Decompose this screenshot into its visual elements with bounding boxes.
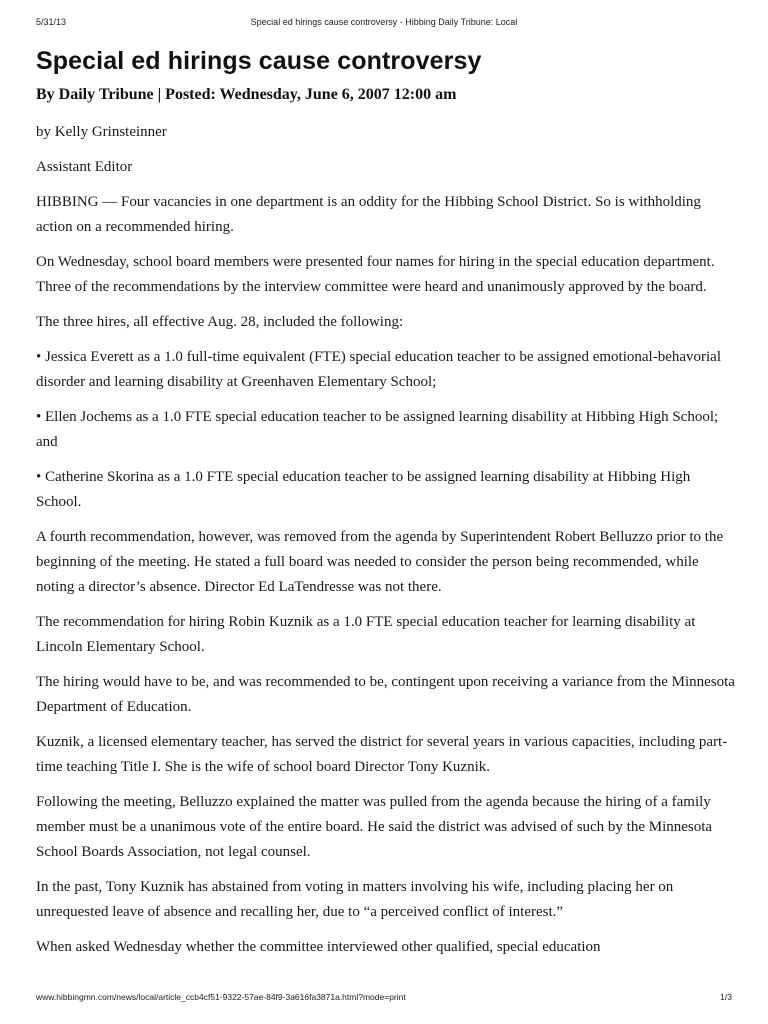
print-footer: [36, 992, 732, 1004]
article-paragraph: by Kelly Grinsteinner: [36, 124, 167, 140]
article-paragraph: Assistant Editor: [36, 159, 133, 175]
article-byline: By Daily Tribune | Posted: Wednesday, June 6, 2007 12:00 am: [36, 86, 457, 103]
article-paragraph: A fourth recommendation, however, was removed from the agenda by Superintendent Robert Belluzzo prior to the beginning of the meeting. He stated a full board was needed to consider the person being recommended, while noting a director’s absence. Director Ed LaTendresse was not there.: [36, 529, 724, 595]
article-paragraph: The three hires, all effective Aug. 28, included the following:: [36, 314, 404, 330]
article-paragraph: • Ellen Jochems as a 1.0 FTE special education teacher to be assigned learning disability at Hibbing High School; and: [36, 409, 719, 450]
print-date: 5/31/13: [36, 17, 67, 27]
page-number: 1/3: [720, 992, 732, 1002]
article-paragraph: When asked Wednesday whether the committee interviewed other qualified, special education: [36, 939, 601, 955]
article-paragraph: Kuznik, a licensed elementary teacher, has served the district for several years in various capacities, including part-time teaching Title I. She is the wife of school board Director Tony Kuznik.: [36, 734, 728, 775]
article-paragraph: The hiring would have to be, and was recommended to be, contingent upon receiving a variance from the Minnesota Department of Education.: [36, 674, 735, 715]
print-header: [36, 17, 732, 31]
article-headline: Special ed hirings cause controversy: [36, 47, 482, 75]
article: [36, 44, 736, 970]
article-paragraph: Following the meeting, Belluzzo explained the matter was pulled from the agenda because the hiring of a family member must be a unanimous vote of the entire board. He said the district was advised of such by the Minnesota School Boards Association, not legal counsel.: [36, 794, 713, 860]
article-paragraph: HIBBING — Four vacancies in one department is an oddity for the Hibbing School District. So is withholding action on a recommended hiring.: [36, 194, 701, 235]
article-paragraph: • Catherine Skorina as a 1.0 FTE special education teacher to be assigned learning disability at Hibbing High School.: [36, 469, 691, 510]
article-paragraph: On Wednesday, school board members were presented four names for hiring in the special education department. Three of the recommendations by the interview committee were heard and unanimously approved by the board.: [36, 254, 715, 295]
print-page-title: Special ed hirings cause controversy - Hibbing Daily Tribune: Local: [250, 17, 518, 27]
page-url: www.hibbingmn.com/news/local/article_ccb4cf51-9322-57ae-84f9-3a616fa3871a.html?mode=print: [36, 992, 406, 1002]
article-paragraph: • Jessica Everett as a 1.0 full-time equivalent (FTE) special education teacher to be assigned emotional-behavorial disorder and learning disability at Greenhaven Elementary School;: [36, 349, 721, 390]
article-paragraph: In the past, Tony Kuznik has abstained from voting in matters involving his wife, including placing her on unrequested leave of absence and recalling her, due to “a perceived conflict of interest.”: [36, 879, 674, 920]
article-paragraph: The recommendation for hiring Robin Kuznik as a 1.0 FTE special education teacher for learning disability at Lincoln Elementary School.: [36, 614, 696, 655]
